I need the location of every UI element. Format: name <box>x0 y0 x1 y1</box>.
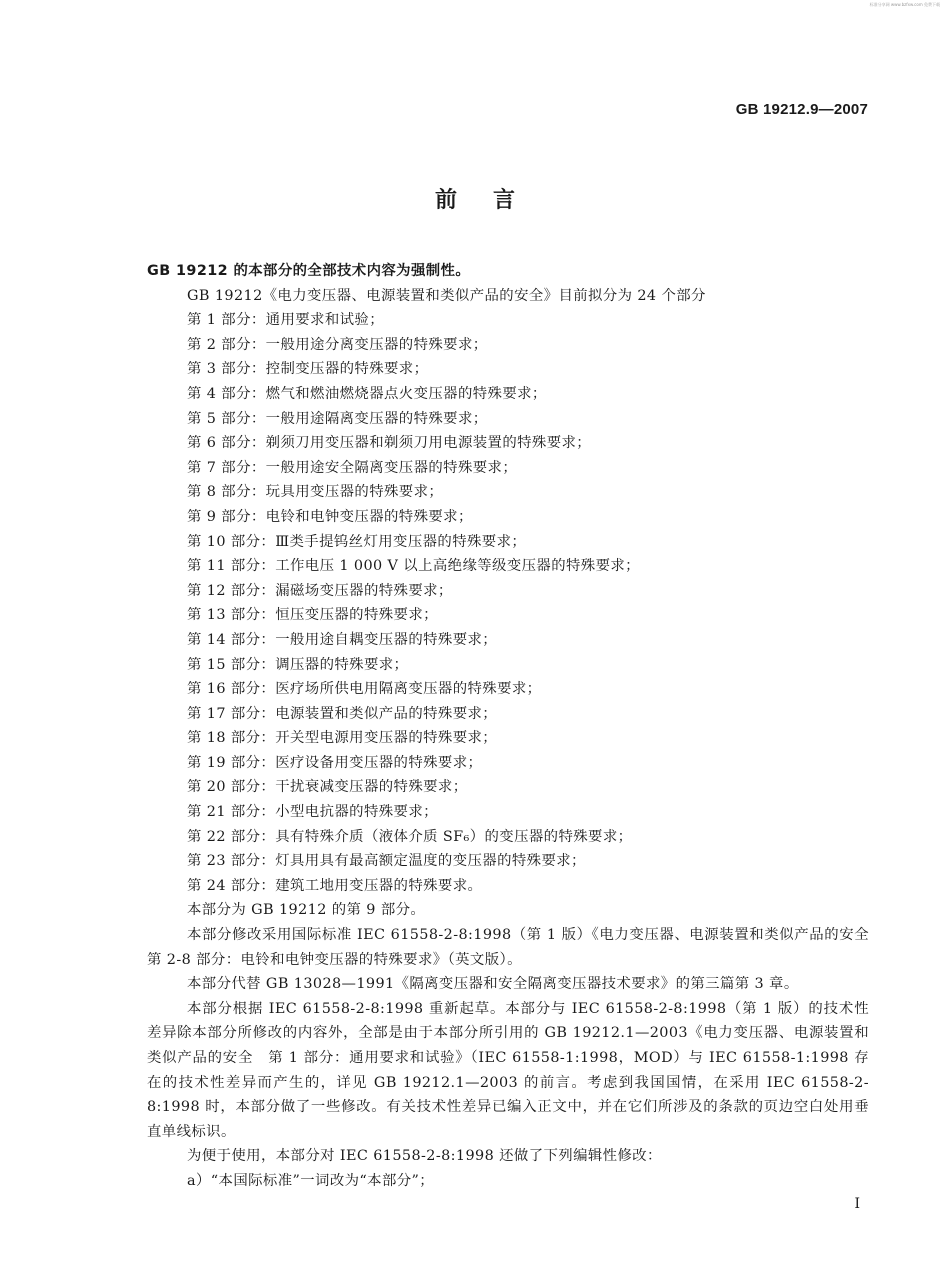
paragraph: 第 8 部分：玩具用变压器的特殊要求； <box>187 484 444 501</box>
paragraph: 第 3 部分：控制变压器的特殊要求； <box>187 361 429 378</box>
paragraph: 第 13 部分：恒压变压器的特殊要求； <box>187 607 438 624</box>
paragraph: GB 19212 的本部分的全部技术内容为强制性。 <box>147 263 471 279</box>
paragraph: 第 5 部分：一般用途隔离变压器的特殊要求； <box>187 410 488 427</box>
watermark-text: 标准分享网 www.bzfxw.com 免费下载 <box>869 2 940 7</box>
paragraph: 第 18 部分：开关型电源用变压器的特殊要求； <box>187 730 498 747</box>
paragraph: 第 1 部分：通用要求和试验； <box>187 312 384 329</box>
paragraph: 第 19 部分：医疗设备用变压器的特殊要求； <box>187 754 483 771</box>
paragraph: 第 4 部分：燃气和燃油燃烧器点火变压器的特殊要求； <box>187 385 547 402</box>
paragraph: 本部分为 GB 19212 的第 9 部分。 <box>187 902 426 919</box>
paragraph: GB 19212《电力变压器、电源装置和类似产品的安全》目前拟分为 24 个部分 <box>187 287 706 304</box>
paragraph: 第 6 部分：剃须刀用变压器和剃须刀用电源装置的特殊要求； <box>187 435 592 452</box>
paragraph: 第 10 部分：Ⅲ类手提钨丝灯用变压器的特殊要求； <box>187 533 527 550</box>
paragraph: 第 14 部分：一般用途自耦变压器的特殊要求； <box>187 631 498 648</box>
document-body <box>147 259 884 1194</box>
paragraph: 第 23 部分：灯具用具有最高额定温度的变压器的特殊要求； <box>187 853 586 870</box>
paragraph: 本部分代替 GB 13028—1991《隔离变压器和安全隔离变压器技术要求》的第三篇第 3 章。 <box>187 976 799 993</box>
paragraph: 第 11 部分：工作电压 1 000 V 以上高绝缘等级变压器的特殊要求； <box>187 558 640 575</box>
paragraph: 第 15 部分：调压器的特殊要求； <box>187 656 409 673</box>
paragraph: 第 22 部分：具有特殊介质（液体介质 SF₆）的变压器的特殊要求； <box>187 828 633 845</box>
paragraph: 第 12 部分：漏磁场变压器的特殊要求； <box>187 582 453 599</box>
paragraph: 第 16 部分：医疗场所供电用隔离变压器的特殊要求； <box>187 681 542 698</box>
paragraph: 第 9 部分：电铃和电钟变压器的特殊要求； <box>187 508 473 525</box>
paragraph: 本部分修改采用国际标准 IEC 61558-2-8:1998（第 1 版）《电力变压器、电源装置和类似产品的安全 第 2-8 部分：电铃和电钟变压器的特殊要求》（英文版）。 <box>147 927 884 968</box>
paragraph: 本部分根据 IEC 61558-2-8:1998 重新起草。本部分与 IEC 61558-2-8:1998（第 1 版）的技术性差异除本部分所修改的内容外，全部是由于本部分所引用的 GB 19212.1—2003《电力变压器、电源装置和类似产品的安全 第 1 部分：通用要求和试验》（IEC 61558-1:1998，MOD）与 IEC 61558-1:1998 存在的技术性差异而产生的，详见 GB 19212.1—2003 的前言。考虑到我国国情，在采用 IEC 61558-2-8:1998 时，本部分做了一些修改。有关技术性差异已编入正文中，并在它们所涉及的条款的页边空白处用垂直单线标识。 <box>147 1000 869 1140</box>
page-number: I <box>854 1196 860 1212</box>
paragraph: 第 24 部分：建筑工地用变压器的特殊要求。 <box>187 877 483 894</box>
paragraph: a）“本国际标准”一词改为“本部分”； <box>187 1172 435 1189</box>
paragraph: 第 21 部分：小型电抗器的特殊要求； <box>187 804 438 821</box>
paragraph: 第 2 部分：一般用途分离变压器的特殊要求； <box>187 336 488 353</box>
standard-code: GB 19212.9—2007 <box>735 101 868 118</box>
paragraph: 为便于使用，本部分对 IEC 61558-2-8:1998 还做了下列编辑性修改： <box>187 1148 662 1165</box>
page-title: 前言 <box>434 188 551 213</box>
paragraph: 第 7 部分：一般用途安全隔离变压器的特殊要求； <box>187 459 518 476</box>
paragraph: 第 17 部分：电源装置和类似产品的特殊要求； <box>187 705 498 722</box>
paragraph: 第 20 部分：干扰衰减变压器的特殊要求； <box>187 779 468 796</box>
